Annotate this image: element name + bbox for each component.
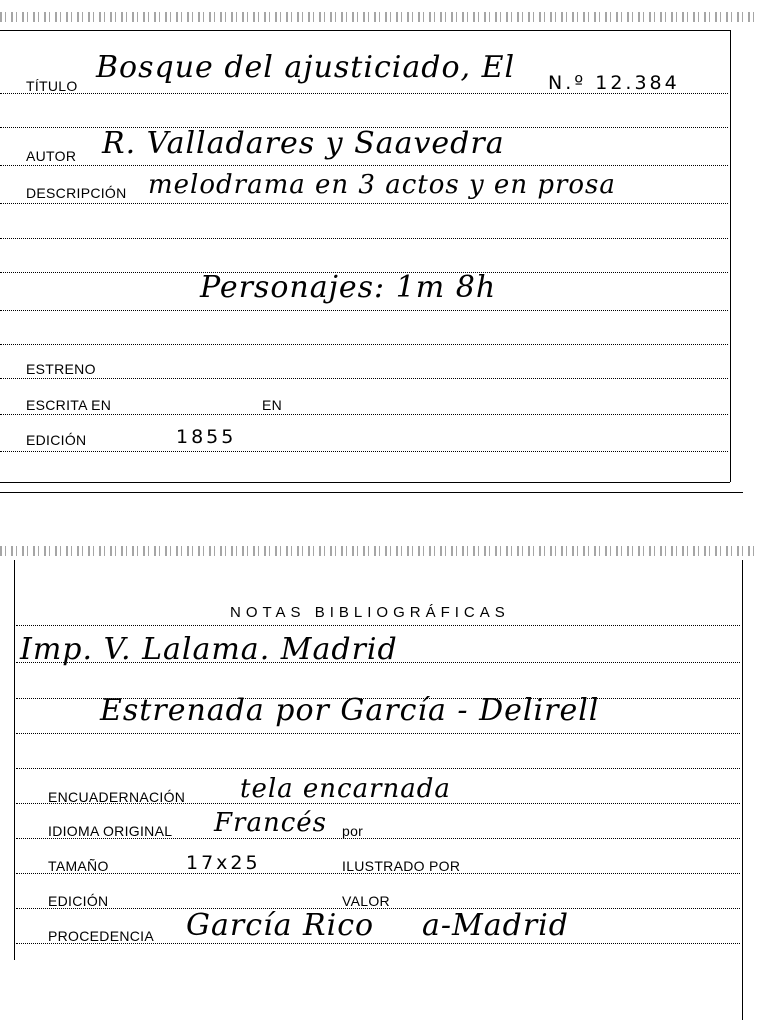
card-edge-line — [0, 492, 743, 493]
tamano-label: TAMAÑO — [48, 858, 109, 874]
idioma-value: Francés — [214, 808, 328, 838]
catalog-card-notes — [0, 540, 759, 1028]
titulo-value: Bosque del ajusticiado, El — [96, 50, 516, 85]
valor-label: VALOR — [342, 893, 390, 909]
encuadernacion-value: tela encarnada — [240, 774, 451, 804]
autor-value: R. Valladares y Saavedra — [102, 126, 505, 161]
edicion-label-2: EDICIÓN — [48, 893, 109, 909]
encuadernacion-label: ENCUADERNACIÓN — [48, 789, 186, 805]
card-top-border — [0, 30, 730, 31]
card-right-border — [730, 30, 731, 482]
escrita-label: ESCRITA EN — [26, 397, 112, 413]
tamano-value: 17x25 — [186, 852, 261, 874]
scan-edge-top — [0, 546, 759, 556]
registro-number: N.º 12.384 — [548, 72, 680, 94]
descripcion-label: DESCRIPCIÓN — [26, 185, 127, 201]
card-right-border — [742, 560, 743, 1020]
card-bottom-border — [0, 482, 730, 483]
edicion-value: 1855 — [176, 426, 237, 448]
procedencia-value-2: a-Madrid — [422, 908, 569, 943]
idioma-label: IDIOMA ORIGINAL — [48, 823, 173, 839]
catalog-card-title — [0, 0, 759, 495]
note-line-2: Estrenada por García - Delirell — [100, 693, 600, 728]
estreno-label: ESTRENO — [26, 361, 96, 377]
autor-label: AUTOR — [26, 148, 77, 164]
personajes-note: Personajes: 1m 8h — [200, 270, 497, 305]
por-label: por — [342, 823, 364, 839]
edicion-label: EDICIÓN — [26, 432, 87, 448]
note-line-1: Imp. V. Lalama. Madrid — [20, 632, 398, 667]
descripcion-value: melodrama en 3 actos y en prosa — [148, 170, 616, 200]
procedencia-value: García Rico — [186, 908, 375, 943]
titulo-label: TÍTULO — [26, 78, 78, 94]
card-left-border — [14, 560, 15, 960]
escrita-en-label: EN — [262, 397, 283, 413]
notas-heading: NOTAS BIBLIOGRÁFICAS — [230, 604, 510, 621]
procedencia-label: PROCEDENCIA — [48, 928, 154, 944]
scan-edge-top — [0, 12, 759, 22]
ilustrado-label: ILUSTRADO POR — [342, 858, 461, 874]
